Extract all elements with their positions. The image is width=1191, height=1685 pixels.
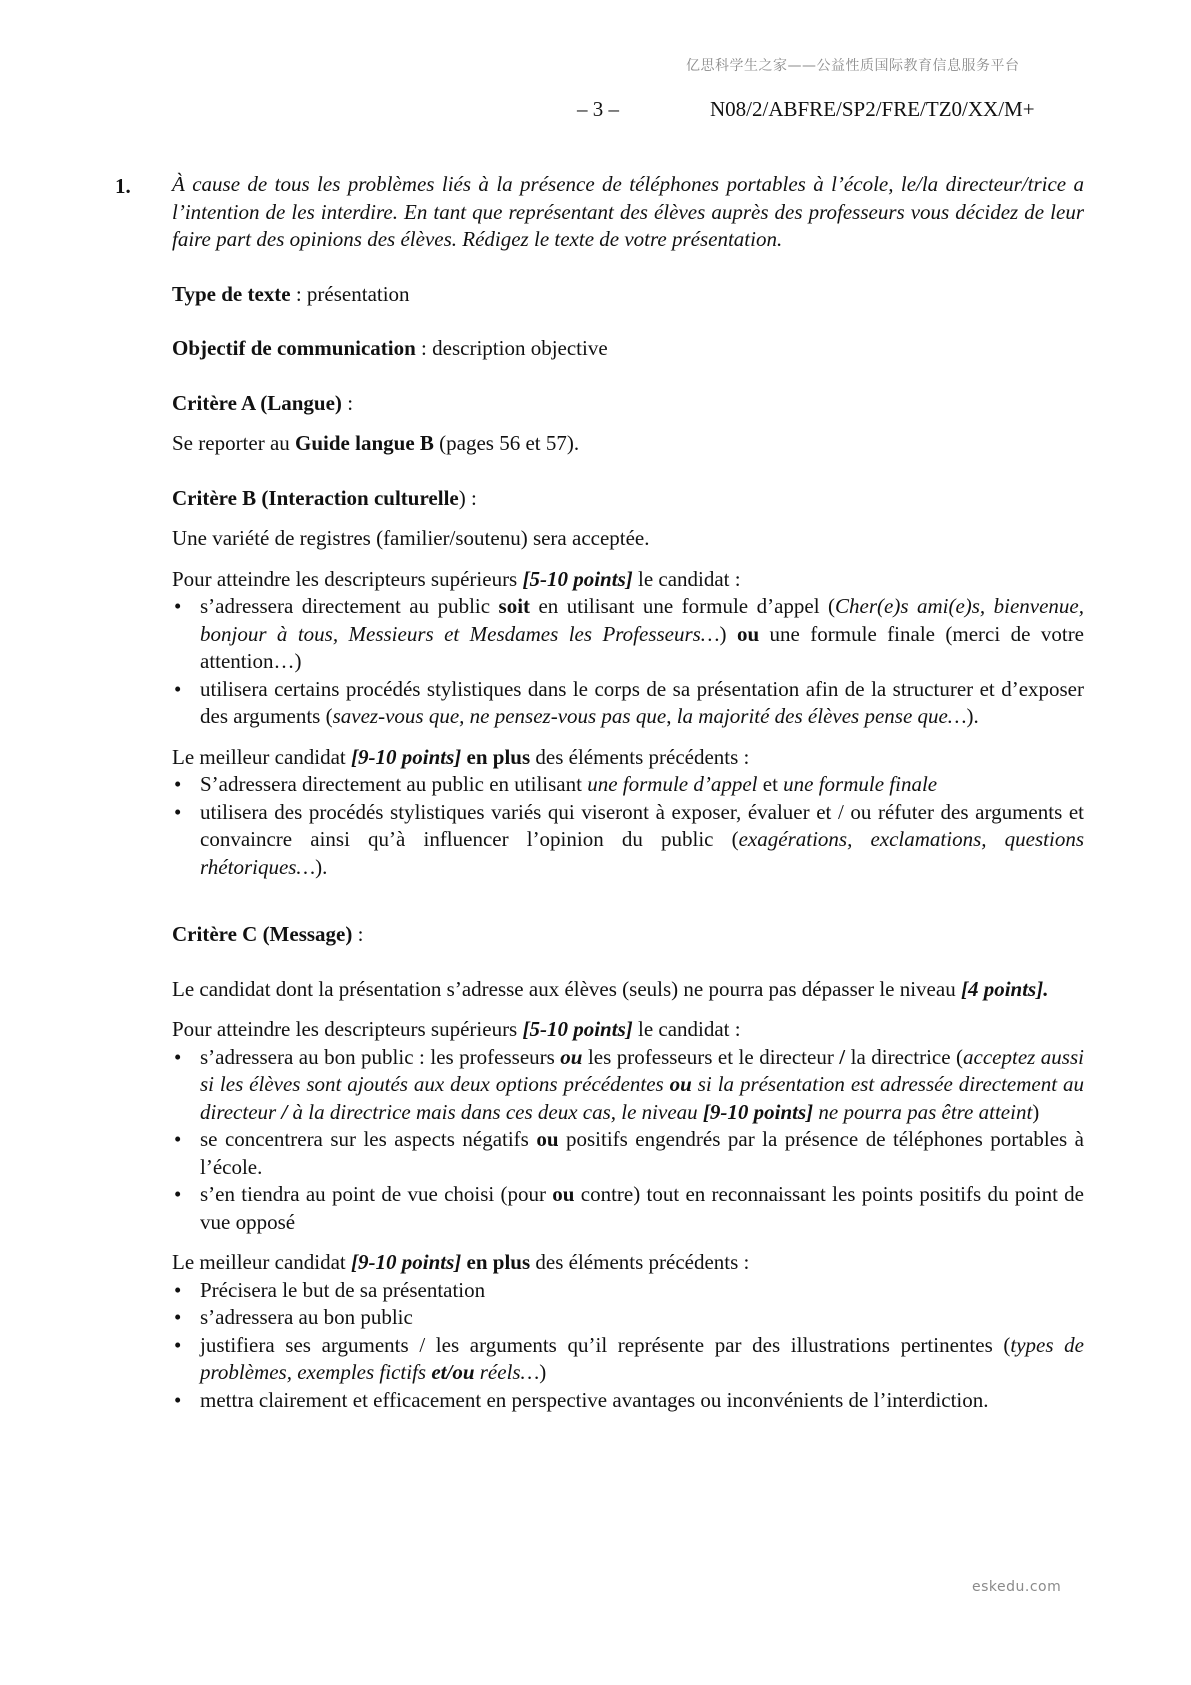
criterion-b-upper-intro bbox=[172, 566, 1084, 594]
criterion-b-best-list bbox=[172, 771, 1084, 881]
criterion-c-upper-intro: Pour atteindre les descripteurs supérieurs [5-10 points] le candidat : bbox=[172, 1017, 741, 1041]
criterion-a-reference bbox=[172, 430, 1084, 458]
list-item: • utilisera certains procédés stylistiques dans le corps de sa présentation afin de la structurer et d’exposer des arguments (savez-vous que, ne pensez-vous pas que, la majorité des élèves pense que…). bbox=[174, 676, 1084, 728]
bullet-icon: • bbox=[174, 1387, 182, 1412]
bullet-icon: • bbox=[174, 594, 182, 618]
ref-post: (pages 56 et 57). bbox=[433, 431, 580, 455]
upper-pre: Pour atteindre les descripteurs supérieurs bbox=[172, 566, 523, 591]
list-item: • mettra clairement et efficacement en perspective avantages ou inconvénients de l’interdiction. bbox=[172, 1387, 1084, 1415]
document-code: N08/2/ABFRE/SP2/FRE/TZ0/XX/M+ bbox=[710, 97, 1035, 121]
bullet-icon: • bbox=[174, 1332, 182, 1357]
bullet-icon: • bbox=[174, 1182, 182, 1206]
criterion-b-subtitle: (Interaction culturelle bbox=[256, 485, 459, 510]
criterion-c-sep: : bbox=[352, 922, 364, 946]
list-item: • s’adressera directement au public soit en utilisant une formule d’appel (Cher(e)s ami(e)s, bienvenue, bonjour à tous, Messieurs et Mesdames les Professeurs…) ou une formule finale (merci de votre attention…) bbox=[174, 594, 1085, 673]
question-number: 1. bbox=[115, 174, 131, 198]
criterion-b-paren: ) bbox=[458, 485, 466, 510]
text-type-value: présentation bbox=[306, 281, 410, 306]
ref-pre: Se reporter au bbox=[172, 431, 296, 455]
objective-sep: : bbox=[415, 336, 433, 360]
markscheme-content bbox=[172, 171, 1084, 1414]
objective-label: Objectif de communication bbox=[172, 336, 416, 360]
text-type-sep: : bbox=[290, 281, 307, 306]
upper-post: le candidat : bbox=[632, 566, 741, 591]
text-type-line bbox=[172, 281, 1084, 309]
watermark-bottom: eskedu.com bbox=[972, 1579, 1062, 1595]
bullet-icon: • bbox=[174, 1044, 182, 1069]
list-item: • s’adressera au bon public bbox=[172, 1304, 1084, 1332]
bullet-icon: • bbox=[174, 799, 182, 824]
criterion-c-heading bbox=[172, 921, 1084, 949]
bullet-icon: • bbox=[174, 1277, 182, 1302]
upper-points: [5-10 points] bbox=[522, 566, 633, 591]
criterion-b-intro: Une variété de registres (familier/soutenu) sera acceptée. bbox=[172, 526, 650, 550]
list-item: • s’en tiendra au point de vue choisi (pour ou contre) tout en reconnaissant les points positifs du point de vue opposé bbox=[174, 1182, 1084, 1234]
list-item: • utilisera des procédés stylistiques variés qui viseront à exposer, évaluer et / ou réfuter des arguments et convaincre ainsi qu’à influencer l’opinion du public (exagérations, exclamations, questions rhétoriques…). bbox=[174, 799, 1084, 879]
list-item: • s’adressera au bon public : les professeurs ou les professeurs et le directeur / la directrice (acceptez aussi si les élèves sont ajoutés aux deux options précédentes ou si la présentation est adressée directement au directeur / à la directrice mais dans ces deux cas, le niveau [9-10 points] ne pourra pas être atteint) bbox=[174, 1044, 1084, 1124]
criterion-b-upper-list bbox=[172, 593, 1084, 731]
ref-guide: Guide langue B bbox=[295, 431, 434, 455]
criterion-b-title: Critère B bbox=[172, 485, 257, 510]
bullet-icon: • bbox=[174, 1305, 182, 1329]
criterion-a-title: Critère A bbox=[172, 390, 255, 415]
list-item: • justifiera ses arguments / les arguments qu’il représente par des illustrations pertinentes (types de problèmes, exemples fictifs et/ou réels…) bbox=[174, 1332, 1084, 1384]
criterion-c-best-list bbox=[172, 1277, 1084, 1415]
criterion-a-sep: : bbox=[341, 390, 354, 415]
question-prompt: À cause de tous les problèmes liés à la présence de téléphones portables à l’école, le/la directeur/trice a l’intention de les interdire. En tant que représentant des élèves auprès des professeurs vous décidez de leur faire part des opinions des élèves. Rédigez le texte de votre présentation. bbox=[172, 172, 1084, 251]
objective-value: description objective bbox=[432, 336, 608, 360]
bullet-icon: • bbox=[174, 676, 182, 701]
criterion-c-title: Critère C bbox=[172, 922, 258, 946]
list-item: • Précisera le but de sa présentation bbox=[172, 1277, 1084, 1305]
criterion-b-heading bbox=[172, 485, 1084, 513]
bullet-icon: • bbox=[174, 1127, 182, 1151]
criterion-c-subtitle: (Message) bbox=[257, 922, 353, 946]
criterion-c-intro: Le candidat dont la présentation s’adresse aux élèves (seuls) ne pourra pas dépasser le niveau [4 points]. bbox=[172, 976, 1049, 1001]
criterion-c-upper-list bbox=[172, 1044, 1084, 1237]
criterion-a-subtitle: (Langue) bbox=[255, 390, 342, 415]
criterion-c-best-intro: Le meilleur candidat [9-10 points] en plus des éléments précédents : bbox=[172, 1250, 750, 1274]
watermark-top: 亿思科学生之家——公益性质国际教育信息服务平台 bbox=[686, 58, 1020, 74]
criterion-a-heading bbox=[172, 390, 1084, 418]
criterion-b-best-intro: Le meilleur candidat [9-10 points] en plus des éléments précédents : bbox=[172, 744, 750, 769]
page-number: – 3 – bbox=[577, 97, 619, 121]
list-item: • S’adressera directement au public en utilisant une formule d’appel et une formule finale bbox=[172, 771, 1084, 799]
bullet-icon: • bbox=[174, 772, 182, 796]
objective-line bbox=[172, 335, 1084, 363]
list-item: • se concentrera sur les aspects négatifs ou positifs engendrés par la présence de téléphones portables à l’école. bbox=[174, 1127, 1085, 1179]
criterion-b-sep: : bbox=[465, 485, 477, 510]
text-type-label: Type de texte bbox=[172, 281, 291, 306]
